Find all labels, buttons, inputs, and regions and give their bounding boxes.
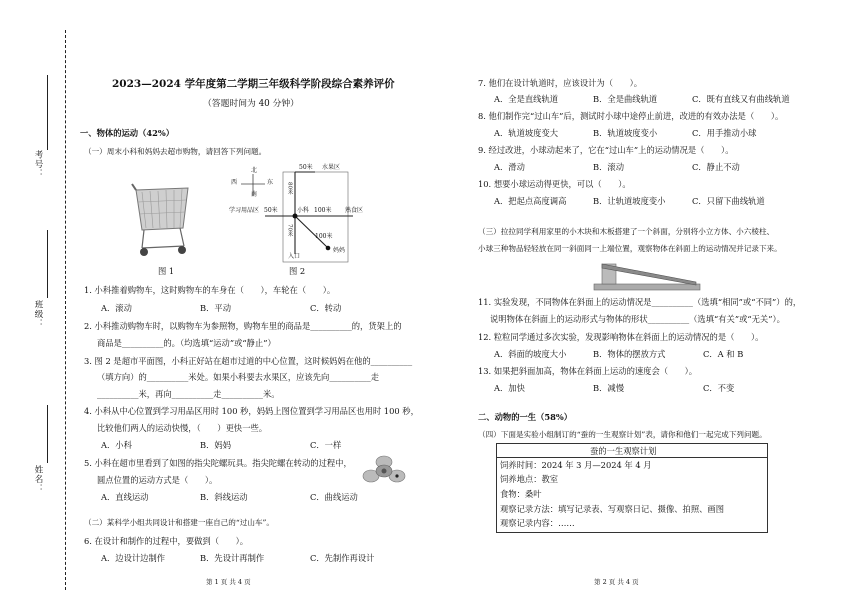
- q11-stem-1: 11. 实验发现，不同物体在斜面上的运动情况是__________（选填“相同”或“不同”）的，: [478, 297, 802, 307]
- map-dist-100-diag: 100米: [315, 233, 333, 240]
- q7-stem: 7. 他们在设计轨道时，应该设计为（ ）。: [478, 78, 643, 88]
- q4-stem-1: 4. 小科从中心位置到学习用品区用时 100 秒，妈妈上图位置到学习用品区也用时 100 秒，: [84, 406, 419, 416]
- q5-stem-1: 5. 小科在超市里看到了如图的指尖陀螺玩具。指尖陀螺在转动的过程中，: [84, 458, 352, 468]
- q2-stem-1: 2. 小科推动购物车时，以购物车为参照物，购物车里的商品是__________的，货架上的: [84, 321, 402, 331]
- q1-option-b[interactable]: B．平动: [200, 303, 231, 313]
- map-stationery-area: 学习用品区: [229, 207, 260, 214]
- map-xiaoke: 小科: [297, 207, 310, 214]
- figure-2-caption: 图 2: [289, 266, 306, 276]
- q1-option-a[interactable]: A．滚动: [101, 303, 132, 313]
- q9-option-b[interactable]: B．滚动: [593, 162, 624, 172]
- part-1-intro: （一）周末小科和妈妈去超市购物，请回答下列问题。: [84, 147, 267, 156]
- q4-option-a[interactable]: A．小科: [101, 440, 132, 450]
- q10-option-a[interactable]: A．把起点高度调高: [494, 196, 567, 206]
- part-3-intro-2: 小球三种物品轻轻放在同一斜面同一上端位置，观察物体在斜面上的运动情况并记录下来。: [478, 244, 782, 253]
- q6-stem: 6. 在设计和制作的过程中，要做到（ ）。: [84, 536, 249, 546]
- q5-option-a[interactable]: A．直线运动: [101, 492, 149, 502]
- plan-content: 观察记录内容：……: [500, 518, 575, 528]
- exam-number-label: 考号：: [33, 150, 43, 179]
- page-2-footer: 第 2 页 共 4 页: [594, 578, 639, 586]
- q6-option-b[interactable]: B．先设计再制作: [200, 553, 265, 563]
- name-label: 姓名：: [33, 465, 43, 494]
- q10-option-c[interactable]: C．只留下曲线轨道: [692, 196, 765, 206]
- plan-food: 食物：桑叶: [500, 489, 542, 499]
- q5-option-c[interactable]: C．曲线运动: [310, 492, 358, 502]
- q13-option-c[interactable]: C．不变: [703, 383, 735, 393]
- compass-east: 东: [267, 179, 274, 186]
- map-dist-70: 70米: [286, 224, 293, 237]
- q13-option-a[interactable]: A．加快: [494, 383, 525, 393]
- q9-option-a[interactable]: A．滑动: [494, 162, 525, 172]
- map-dist-100: 100米: [314, 207, 332, 214]
- part-2-intro: （二）某科学小组共同设计和搭建一座自己的“过山车”。: [84, 518, 275, 527]
- q13-option-b[interactable]: B．减慢: [593, 383, 624, 393]
- q7-option-b[interactable]: B．全是曲线轨道: [593, 94, 658, 104]
- q3-stem-3: __________米，再向__________走__________米。: [97, 389, 280, 399]
- q8-option-c[interactable]: C．用手推动小球: [692, 128, 757, 138]
- plan-table-divider: [496, 457, 768, 458]
- map-dist-50-top: 50米: [299, 164, 313, 171]
- section-1-heading: 一、物体的运动（42%）: [80, 128, 175, 138]
- q4-option-c[interactable]: C．一样: [310, 440, 342, 450]
- map-deli-area: 熟食区: [345, 207, 364, 214]
- q6-option-c[interactable]: C．先制作再设计: [310, 553, 375, 563]
- ramp-experiment-figure: [592, 258, 702, 292]
- q12-option-a[interactable]: A．斜面的坡度大小: [494, 349, 567, 359]
- compass-south: 南: [251, 191, 258, 198]
- map-dist-50-left: 50米: [264, 207, 278, 214]
- q3-stem-1: 3. 图 2 是超市平面图，小科正好站在超市过道的中心位置，这时候妈妈在他的__________: [84, 356, 413, 366]
- q5-option-b[interactable]: B．斜线运动: [200, 492, 248, 502]
- q13-stem: 13. 如果把斜面加高，物体在斜面上运动的速度会（ ）。: [478, 366, 698, 376]
- q1-stem: 1. 小科推着购物车，这时购物车的车身在（ ），车轮在（ ）。: [84, 285, 336, 295]
- plan-title: 蚕的一生观察计划: [590, 446, 657, 456]
- fidget-spinner-figure: [362, 454, 406, 486]
- q8-stem: 8. 他们制作完“过山车”后，测试时小球中途停止前进，改进的有效办法是（ ）。: [478, 111, 784, 121]
- class-label: 班级：: [33, 300, 43, 329]
- part-4-intro: （四）下面是实验小组制订的“蚕的一生观察计划”表，请你和他们一起完成下列问题。: [478, 430, 767, 439]
- q6-option-a[interactable]: A．边设计边制作: [101, 553, 166, 563]
- q4-stem-2: 比较他们两人的运动快慢，（ ）更快一些。: [97, 423, 268, 433]
- q10-stem: 10. 想要小球运动得更快，可以（ ）。: [478, 179, 631, 189]
- exam-subtitle: （答题时间为 40 分钟）: [203, 99, 299, 109]
- q2-stem-2: 商品是__________的。（均选填“运动”或“静止”）: [97, 338, 276, 348]
- q9-stem: 9. 经过改进，小球动起来了，它在“过山车”上的运动情况是（ ）。: [478, 145, 734, 155]
- exam-title: 2023—2024 学年度第二学期三年级科学阶段综合素养评价: [112, 78, 395, 90]
- name-line: [47, 405, 48, 463]
- q7-option-c[interactable]: C．既有直线又有曲线轨道: [692, 94, 790, 104]
- part-3-intro-1: （三）拉拉同学利用家里的小木块和木板搭建了一个斜面，分别将小立方体、小六棱柱、: [478, 227, 775, 236]
- q12-option-b[interactable]: B．物体的摆放方式: [593, 349, 666, 359]
- map-dist-80: 80米: [286, 182, 293, 195]
- compass-north: 北: [251, 167, 258, 174]
- q12-stem: 12. 粒粒同学通过多次实验，发现影响物体在斜面上的运动情况的是（ ）。: [478, 332, 764, 342]
- q3-stem-2: （填方向）的__________米处。如果小科要去水果区，应该先向__________走: [97, 372, 380, 382]
- q4-option-b[interactable]: B．妈妈: [200, 440, 231, 450]
- q8-option-b[interactable]: B．轨道坡度变小: [593, 128, 658, 138]
- page-1-footer: 第 1 页 共 4 页: [206, 578, 251, 586]
- plan-place: 饲养地点：教室: [500, 474, 559, 484]
- map-mom: 妈妈: [333, 247, 346, 254]
- q9-option-c[interactable]: C．静止不动: [692, 162, 740, 172]
- q7-option-a[interactable]: A．全是直线轨道: [494, 94, 559, 104]
- map-entrance: 入口: [288, 253, 301, 260]
- class-line: [47, 230, 48, 298]
- section-2-heading: 二、动物的一生（58%）: [478, 412, 573, 422]
- q10-option-b[interactable]: B．让轨道坡度变小: [593, 196, 666, 206]
- q8-option-a[interactable]: A．轨道坡度变大: [494, 128, 559, 138]
- q12-option-c[interactable]: C．A 和 B: [703, 349, 744, 359]
- compass-west: 西: [231, 179, 238, 186]
- plan-time: 饲养时间：2024 年 3 月—2024 年 4 月: [500, 460, 652, 470]
- figure-1-caption: 图 1: [158, 266, 175, 276]
- map-fruit-area: 水果区: [322, 164, 341, 171]
- plan-method: 观察记录方法：填写记录表、写观察日记、摄像、拍照、画图: [500, 504, 725, 514]
- exam-number-line: [47, 75, 48, 150]
- q1-option-c[interactable]: C．转动: [310, 303, 342, 313]
- binding-dashed-line: [65, 30, 66, 590]
- q11-stem-2: 说明物体在斜面上的运动形式与物体的形状__________（选填“有关”或“无关”）。: [490, 314, 785, 324]
- shopping-cart-figure: [128, 180, 198, 260]
- q5-stem-2: 圆点位置的运动方式是（ ）。: [97, 475, 218, 485]
